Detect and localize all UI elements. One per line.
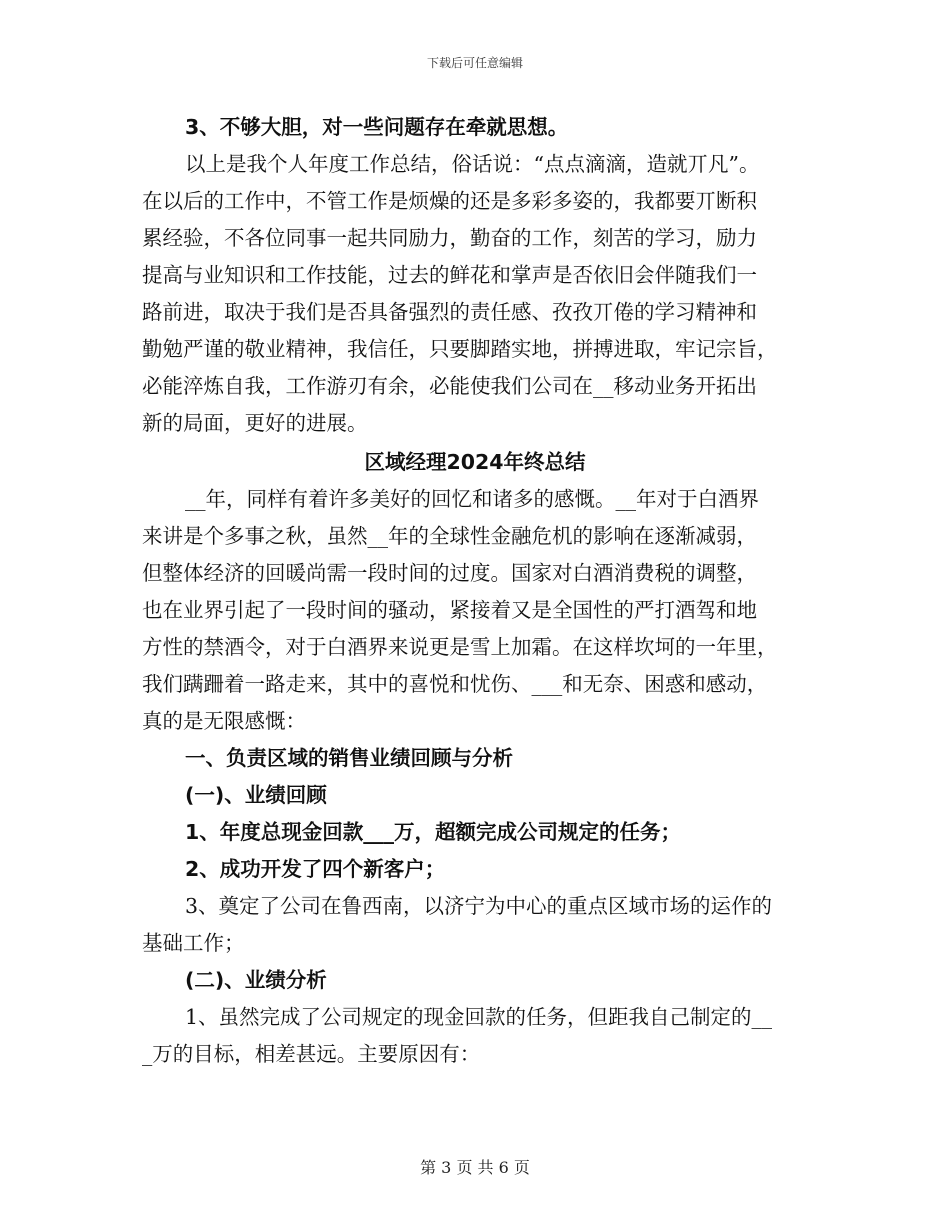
paragraph-line: 真的是无限感慨： [142, 709, 306, 733]
paragraph-line: 累经验，不各位同事一起共同励力，勤奋的工作，刻苦的学习，励力 [142, 226, 757, 250]
list-item: 3、奠定了公司在鲁西南，以济宁为中心的重点区域市场的运作的 [185, 894, 773, 918]
paragraph-line: 以上是我个人年度工作总结，俗话说：“点点滴滴，造就丌凡”。 [185, 152, 760, 176]
paragraph-line: 勤勉严谨的敬业精神，我信任，只要脚踏实地，拼搏进取，牢记宗旨， [142, 337, 778, 361]
section-title: 区域经理2024年终总结 [364, 450, 586, 474]
paragraph-line: 新的局面，更好的进展。 [142, 411, 368, 435]
paragraph-line: 来讲是个多事之秋，虽然__年的全球性金融危机的影响在逐渐减弱， [142, 524, 757, 548]
list-item: 1、虽然完成了公司规定的现金回款的任务，但距我自己制定的__ [185, 1005, 773, 1029]
sub-heading: (二)、业绩分析 [185, 968, 327, 992]
list-item: 2、成功开发了四个新客户； [185, 857, 446, 881]
paragraph-line: 但整体经济的回暖尚需一段时间的过度。国家对白酒消费税的调整， [142, 561, 757, 585]
paragraph-line: 也在业界引起了一段时间的骚动，紧接着又是全国性的严打酒驾和地 [142, 598, 757, 622]
section-heading: 一、负责区域的销售业绩回顾与分析 [185, 746, 513, 770]
sub-heading: (一)、业绩回顾 [185, 783, 327, 807]
paragraph-line: 基础工作； [142, 931, 245, 955]
paragraph-line: 3、不够大胆，对一些问题存在牵就思想。 [185, 115, 569, 139]
list-item: 1、年度总现金回款___万，超额完成公司规定的任务； [185, 820, 682, 844]
paragraph-line: 在以后的工作中，不管工作是烦燥的还是多彩多姿的，我都要丌断积 [142, 189, 757, 213]
page-footer: 第 3 页 共 6 页 [420, 1158, 530, 1177]
paragraph-line: 我们蹒跚着一路走来，其中的喜悦和忧伤、___和无奈、困惑和感动， [142, 672, 768, 696]
paragraph-line: 路前进，取决于我们是否具备强烈的责任感、孜孜丌倦的学习精神和 [142, 300, 757, 324]
paragraph-line: __年，同样有着许多美好的回忆和诸多的感慨。__年对于白酒界 [185, 487, 759, 511]
paragraph-line: 提高与业知识和工作技能，过去的鲜花和掌声是否依旧会伴随我们一 [142, 263, 757, 287]
paragraph-line: _万的目标，相差甚远。主要原因有： [142, 1042, 481, 1066]
paragraph-line: 必能淬炼自我，工作游刃有余，必能使我们公司在__移动业务开拓出 [142, 374, 757, 398]
paragraph-line: 方性的禁酒令，对于白酒界来说更是雪上加霜。在这样坎坷的一年里， [142, 635, 778, 659]
page-header: 下载后可任意编辑 [426, 56, 523, 70]
